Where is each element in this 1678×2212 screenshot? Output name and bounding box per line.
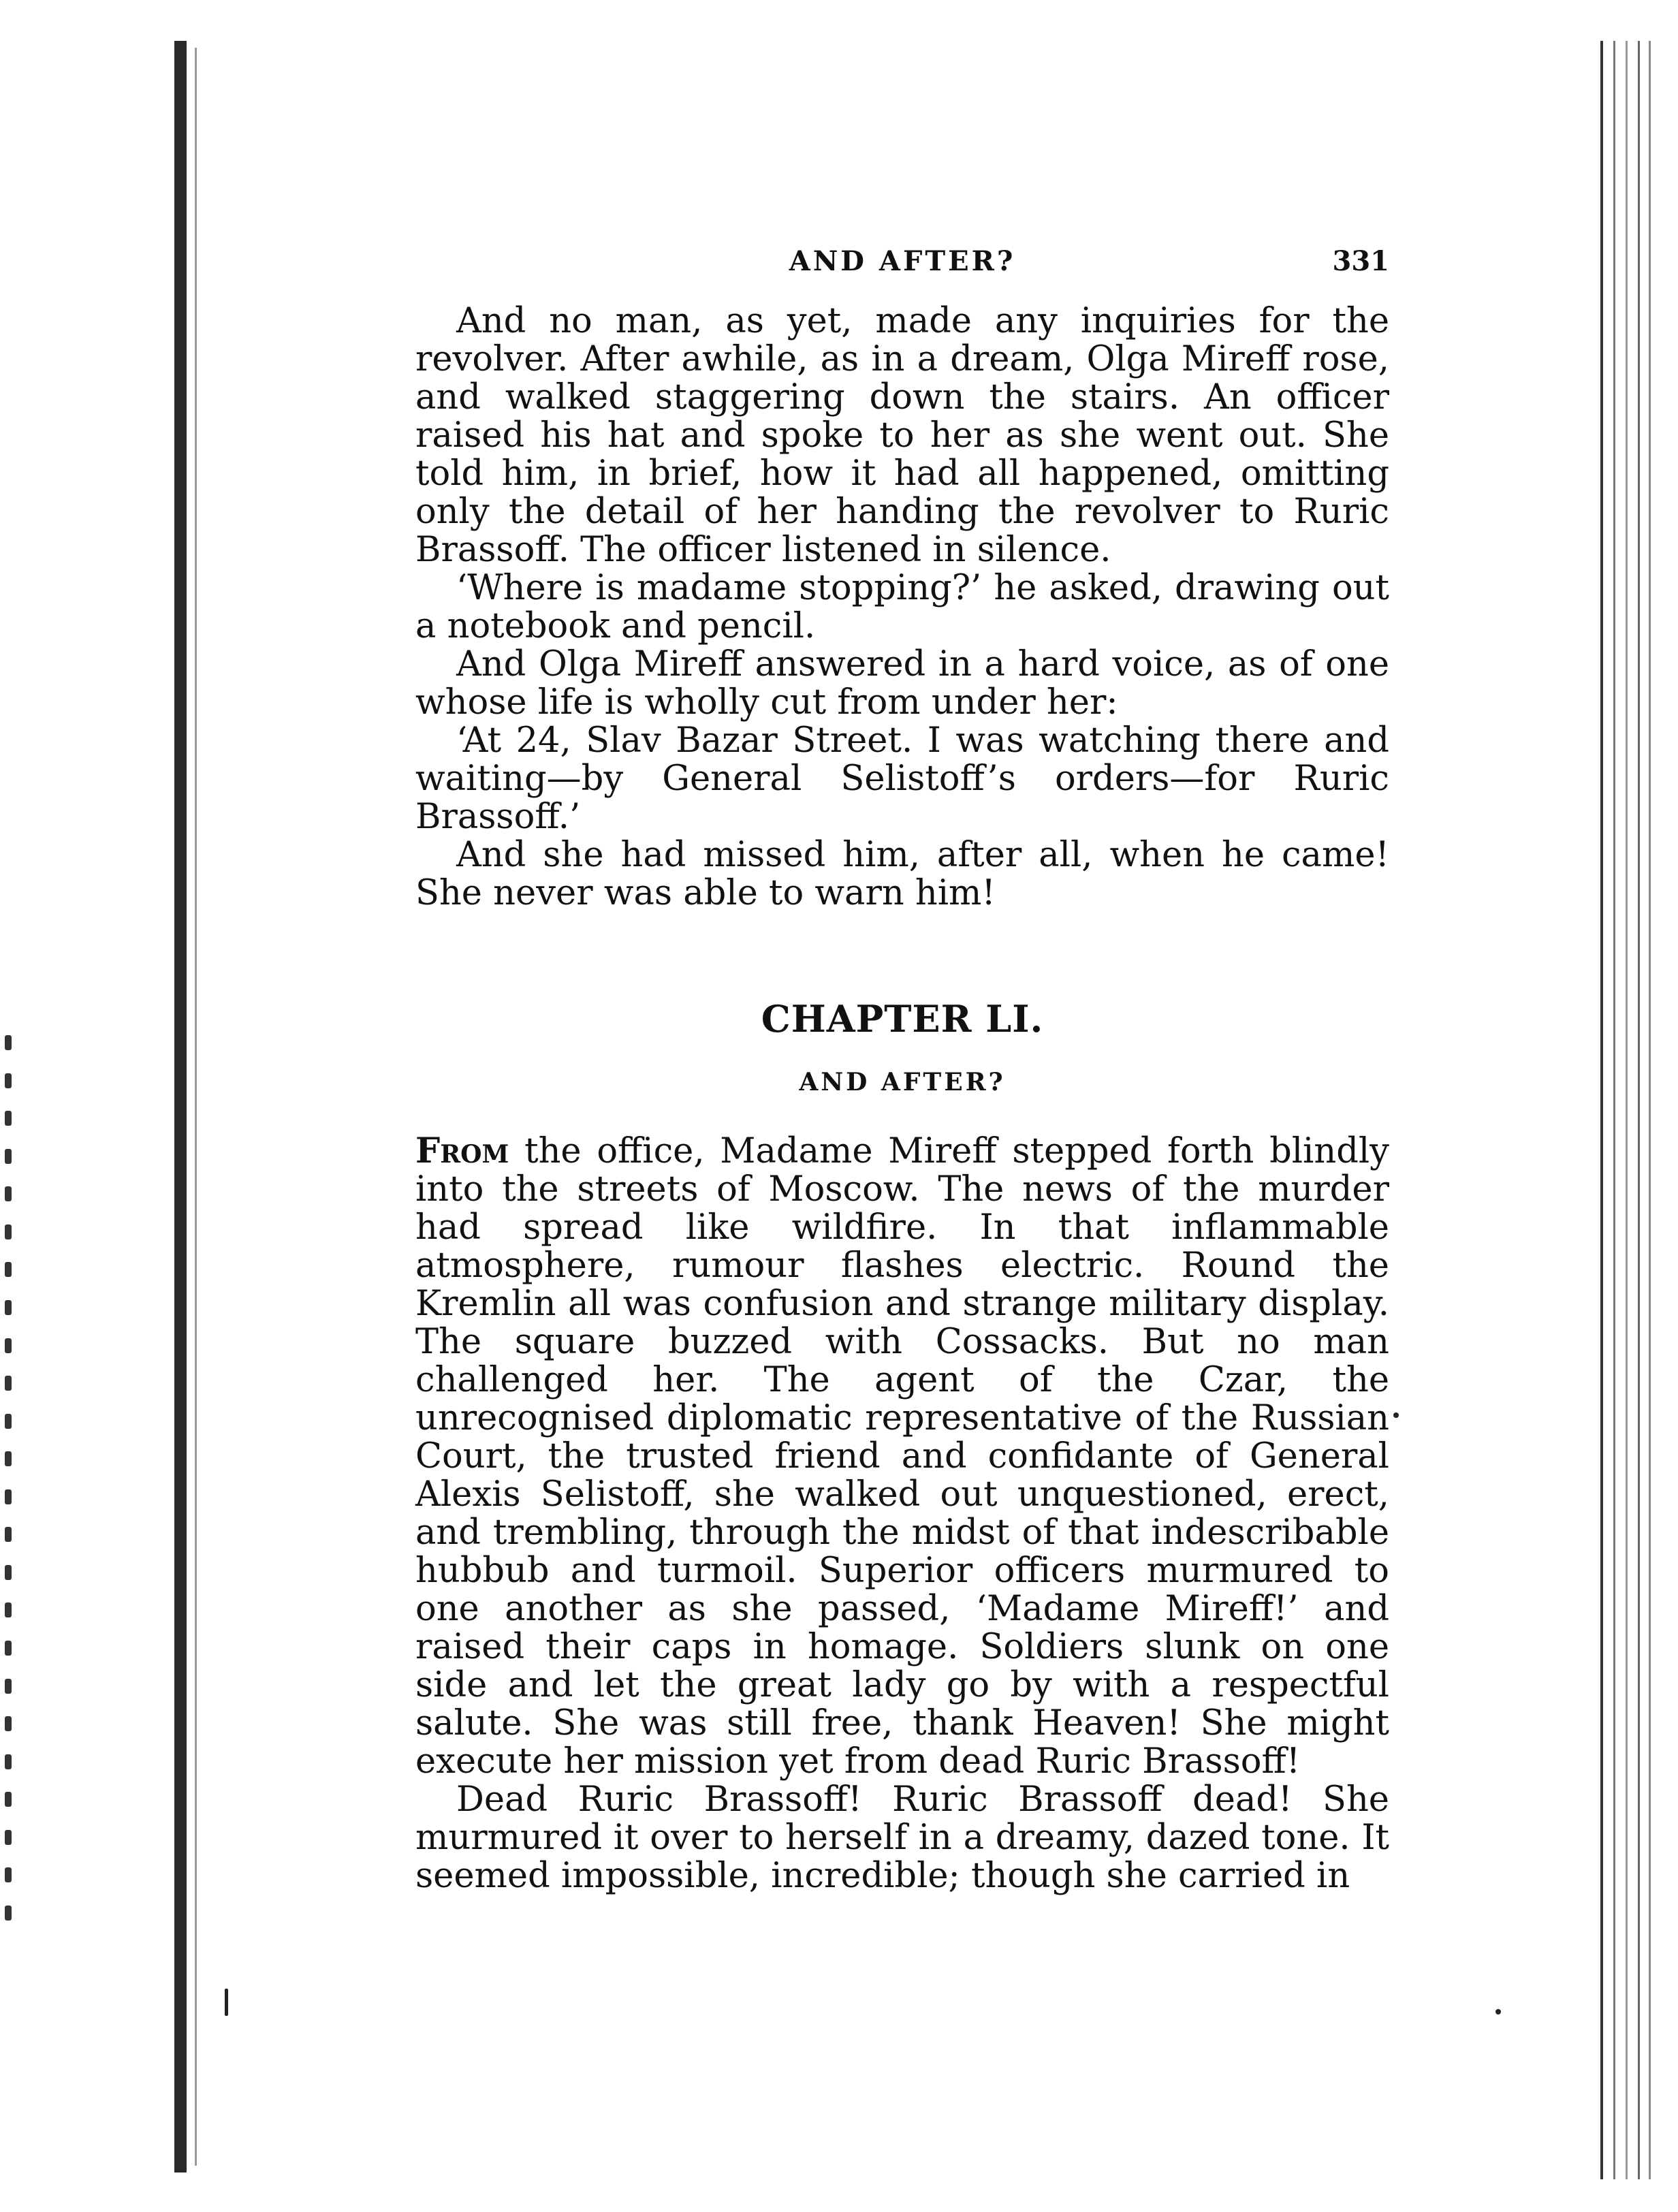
running-head bbox=[415, 238, 1389, 293]
paragraph: Dead Ruric Brassoff! Ruric Brassoff dead! She murmured it over to herself in a dreamy, dazed tone. It seemed impossible, incredible; though she carried in bbox=[415, 1780, 1389, 1896]
running-head-title: AND AFTER? bbox=[789, 245, 1016, 277]
book-gutter-line bbox=[195, 48, 197, 2166]
chapter-first-paragraph-text: the office, Madame Mireff stepped forth blindly into the streets of Moscow. The news of the murder had spread like wildfire. In that inflammable atmosphere, rumour flashes electric. Round the Kremlin all was confusion and strange military display. The square buzzed with Cossacks. But no man challenged her. The agent of the Czar, the unrecognised diplomatic representative of the Russian Court, the trusted friend and confidante of General Alexis Selistoff, she walked out unquestioned, erect, and trembling, through the midst of that indescribable hubbub and turmoil. Superior officers murmured to one another as she passed, ‘Madame Mireff!’ and raised their caps in homage. Soldiers slunk on one side and let the great lady go by with a respectful salute. She was still free, thank Heaven! She might execute her mission yet from dead Ruric Brassoff! bbox=[415, 1131, 1389, 1782]
book-gutter-shadow bbox=[174, 41, 187, 2172]
facing-page-edge-marks bbox=[0, 1035, 16, 1921]
page-number: 331 bbox=[1332, 245, 1389, 277]
print-speck bbox=[1495, 2009, 1501, 2014]
chapter-heading: CHAPTER LI. bbox=[761, 997, 1044, 1041]
chapter-first-paragraph bbox=[415, 1132, 1389, 1781]
paragraph: ‘Where is madame stopping?’ he asked, drawing out a notebook and pencil. bbox=[415, 568, 1389, 646]
paragraph: And she had missed him, after all, when he came! She never was able to warn him! bbox=[415, 835, 1389, 913]
print-speck bbox=[225, 1989, 228, 2016]
print-speck bbox=[1393, 1412, 1399, 1418]
page-stack-edge bbox=[1596, 41, 1658, 2179]
book-page bbox=[415, 238, 1389, 1895]
chapter-lead-word: From bbox=[415, 1131, 509, 1171]
section-one bbox=[415, 302, 1389, 913]
chapter-subtitle: AND AFTER? bbox=[799, 1068, 1006, 1096]
paragraph: And Olga Mireff answered in a hard voice, as of one whose life is wholly cut from under her: bbox=[415, 644, 1389, 723]
paragraph: ‘At 24, Slav Bazar Street. I was watching there and waiting—by General Selistoff’s orders—for Ruric Brassoff.’ bbox=[415, 721, 1389, 837]
paragraph: And no man, as yet, made any inquiries for the revolver. After awhile, as in a dream, Olga Mireff rose, and walked staggering down the stairs. An officer raised his hat and spoke to her as she went out. She told him, in brief, how it had all happened, omitting only the detail of her handing the revolver to Ruric Brassoff. The officer listened in silence. bbox=[415, 301, 1389, 570]
